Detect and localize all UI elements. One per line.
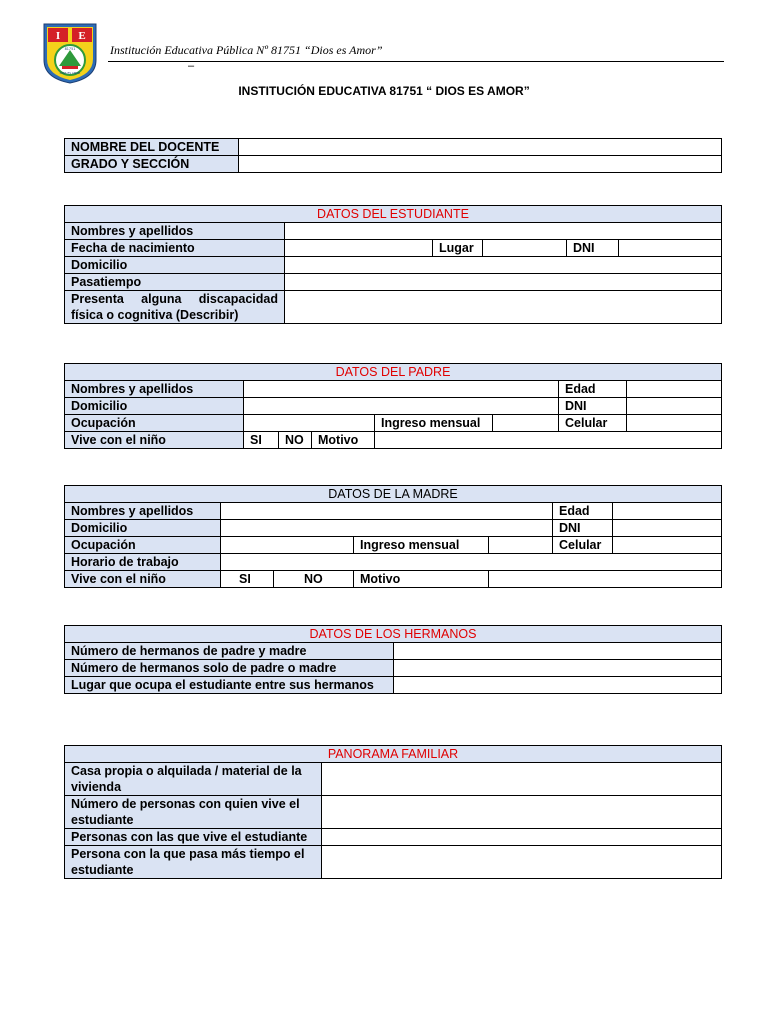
estudiante-nombres-field[interactable] [285, 223, 722, 240]
table-row [65, 415, 722, 432]
table-row [65, 554, 722, 571]
table-row [65, 240, 722, 257]
estudiante-section-title: DATOS DEL ESTUDIANTE [65, 206, 722, 223]
panorama-tiempo-label: Persona con la que pasa más tiempo el estudiante [65, 846, 322, 879]
table-row [65, 381, 722, 398]
madre-dni-field[interactable] [613, 520, 722, 537]
padre-edad-field[interactable] [627, 381, 722, 398]
panorama-numero-personas-field[interactable] [322, 796, 722, 829]
institution-line: Institución Educativa Pública Nº 81751 “Dios es Amor” [110, 43, 383, 57]
madre-motivo-label: Motivo [354, 571, 489, 588]
estudiante-discapacidad-label: Presenta alguna discapacidad física o cognitiva (Describir) [65, 291, 285, 324]
padre-no-option[interactable]: NO [279, 432, 312, 449]
docente-table [64, 138, 722, 173]
estudiante-lugar-field[interactable] [483, 240, 567, 257]
panorama-table [64, 745, 722, 879]
table-row [65, 432, 722, 449]
padre-domicilio-field[interactable] [244, 398, 559, 415]
madre-nombres-label: Nombres y apellidos [65, 503, 221, 520]
estudiante-fecha-label: Fecha de nacimiento [65, 240, 285, 257]
hermanos-lugar-field[interactable] [394, 677, 722, 694]
madre-edad-label: Edad [553, 503, 613, 520]
table-row [65, 291, 722, 324]
madre-nombres-field[interactable] [221, 503, 553, 520]
table-row [65, 677, 722, 694]
panorama-personas-label: Personas con las que vive el estudiante [65, 829, 322, 846]
header-rule [108, 61, 724, 62]
padre-ingreso-label: Ingreso mensual [375, 415, 493, 432]
table-row [65, 537, 722, 554]
hermanos-table [64, 625, 722, 694]
table-row [65, 156, 722, 173]
table-row [65, 746, 722, 763]
table-row [65, 520, 722, 537]
madre-vive-label: Vive con el niño [65, 571, 221, 588]
estudiante-domicilio-field[interactable] [285, 257, 722, 274]
table-row [65, 139, 722, 156]
padre-ocupacion-field[interactable] [244, 415, 375, 432]
hermanos-solo-label: Número de hermanos solo de padre o madre [65, 660, 394, 677]
panorama-casa-label: Casa propia o alquilada / material de la vivienda [65, 763, 322, 796]
header-dash: – [188, 60, 195, 72]
logo-letter-e: E [78, 30, 86, 42]
table-row [65, 274, 722, 291]
logo-seal-number: 81751 [64, 47, 76, 51]
padre-dni-field[interactable] [627, 398, 722, 415]
estudiante-fecha-field[interactable] [285, 240, 433, 257]
table-row [65, 796, 722, 829]
hermanos-lugar-label: Lugar que ocupa el estudiante entre sus hermanos [65, 677, 394, 694]
table-row [65, 206, 722, 223]
panorama-personas-field[interactable] [322, 829, 722, 846]
hermanos-padre-madre-field[interactable] [394, 643, 722, 660]
page-title: INSTITUCIÓN EDUCATIVA 81751 “ DIOS ES AMOR” [238, 84, 530, 98]
estudiante-pasatiempo-field[interactable] [285, 274, 722, 291]
madre-ingreso-field[interactable] [489, 537, 553, 554]
table-row [65, 257, 722, 274]
madre-domicilio-label: Domicilio [65, 520, 221, 537]
estudiante-discapacidad-field[interactable] [285, 291, 722, 324]
madre-table [64, 485, 722, 588]
panorama-casa-field[interactable] [322, 763, 722, 796]
madre-section-title: DATOS DE LA MADRE [65, 486, 722, 503]
madre-motivo-field[interactable] [489, 571, 722, 588]
madre-edad-field[interactable] [613, 503, 722, 520]
padre-ocupacion-label: Ocupación [65, 415, 244, 432]
padre-si-option[interactable]: SI [244, 432, 279, 449]
padre-table [64, 363, 722, 449]
table-row [65, 660, 722, 677]
grado-seccion-field[interactable] [239, 156, 722, 173]
table-row [65, 571, 722, 588]
padre-domicilio-label: Domicilio [65, 398, 244, 415]
panorama-numero-personas-label: Número de personas con quien vive el estudiante [65, 796, 322, 829]
table-row [65, 398, 722, 415]
hermanos-section-title: DATOS DE LOS HERMANOS [65, 626, 722, 643]
table-row [65, 486, 722, 503]
table-row [65, 829, 722, 846]
table-row [65, 643, 722, 660]
estudiante-nombres-label: Nombres y apellidos [65, 223, 285, 240]
docente-name-label: NOMBRE DEL DOCENTE [65, 139, 239, 156]
padre-celular-field[interactable] [627, 415, 722, 432]
padre-nombres-label: Nombres y apellidos [65, 381, 244, 398]
school-logo [42, 22, 98, 84]
madre-celular-field[interactable] [613, 537, 722, 554]
estudiante-pasatiempo-label: Pasatiempo [65, 274, 285, 291]
panorama-section-title: PANORAMA FAMILIAR [65, 746, 722, 763]
grado-seccion-label: GRADO Y SECCIÓN [65, 156, 239, 173]
madre-horario-label: Horario de trabajo [65, 554, 221, 571]
madre-ingreso-label: Ingreso mensual [354, 537, 489, 554]
madre-ocupacion-field[interactable] [221, 537, 354, 554]
padre-celular-label: Celular [559, 415, 627, 432]
panorama-tiempo-field[interactable] [322, 846, 722, 879]
madre-ocupacion-label: Ocupación [65, 537, 221, 554]
table-row [65, 626, 722, 643]
logo-letter-i: I [55, 30, 61, 42]
padre-edad-label: Edad [559, 381, 627, 398]
hermanos-solo-field[interactable] [394, 660, 722, 677]
padre-motivo-label: Motivo [312, 432, 375, 449]
table-row [65, 846, 722, 879]
table-row [65, 763, 722, 796]
madre-celular-label: Celular [553, 537, 613, 554]
table-row [65, 364, 722, 381]
padre-motivo-field[interactable] [375, 432, 722, 449]
madre-horario-field[interactable] [221, 554, 722, 571]
docente-name-field[interactable] [239, 139, 722, 156]
madre-no-option[interactable]: NO [274, 571, 354, 588]
padre-vive-label: Vive con el niño [65, 432, 244, 449]
hermanos-padre-madre-label: Número de hermanos de padre y madre [65, 643, 394, 660]
estudiante-lugar-label: Lugar [433, 240, 483, 257]
madre-si-option[interactable]: SI [221, 571, 274, 588]
estudiante-domicilio-label: Domicilio [65, 257, 285, 274]
estudiante-dni-label: DNI [567, 240, 619, 257]
estudiante-table [64, 205, 722, 324]
logo-seal-motto: DIOS ES AMOR [59, 71, 81, 75]
padre-section-title: DATOS DEL PADRE [65, 364, 722, 381]
padre-ingreso-field[interactable] [493, 415, 559, 432]
table-row [65, 503, 722, 520]
madre-dni-label: DNI [553, 520, 613, 537]
madre-domicilio-field[interactable] [221, 520, 553, 537]
padre-nombres-field[interactable] [244, 381, 559, 398]
table-row [65, 223, 722, 240]
padre-dni-label: DNI [559, 398, 627, 415]
estudiante-dni-field[interactable] [619, 240, 722, 257]
